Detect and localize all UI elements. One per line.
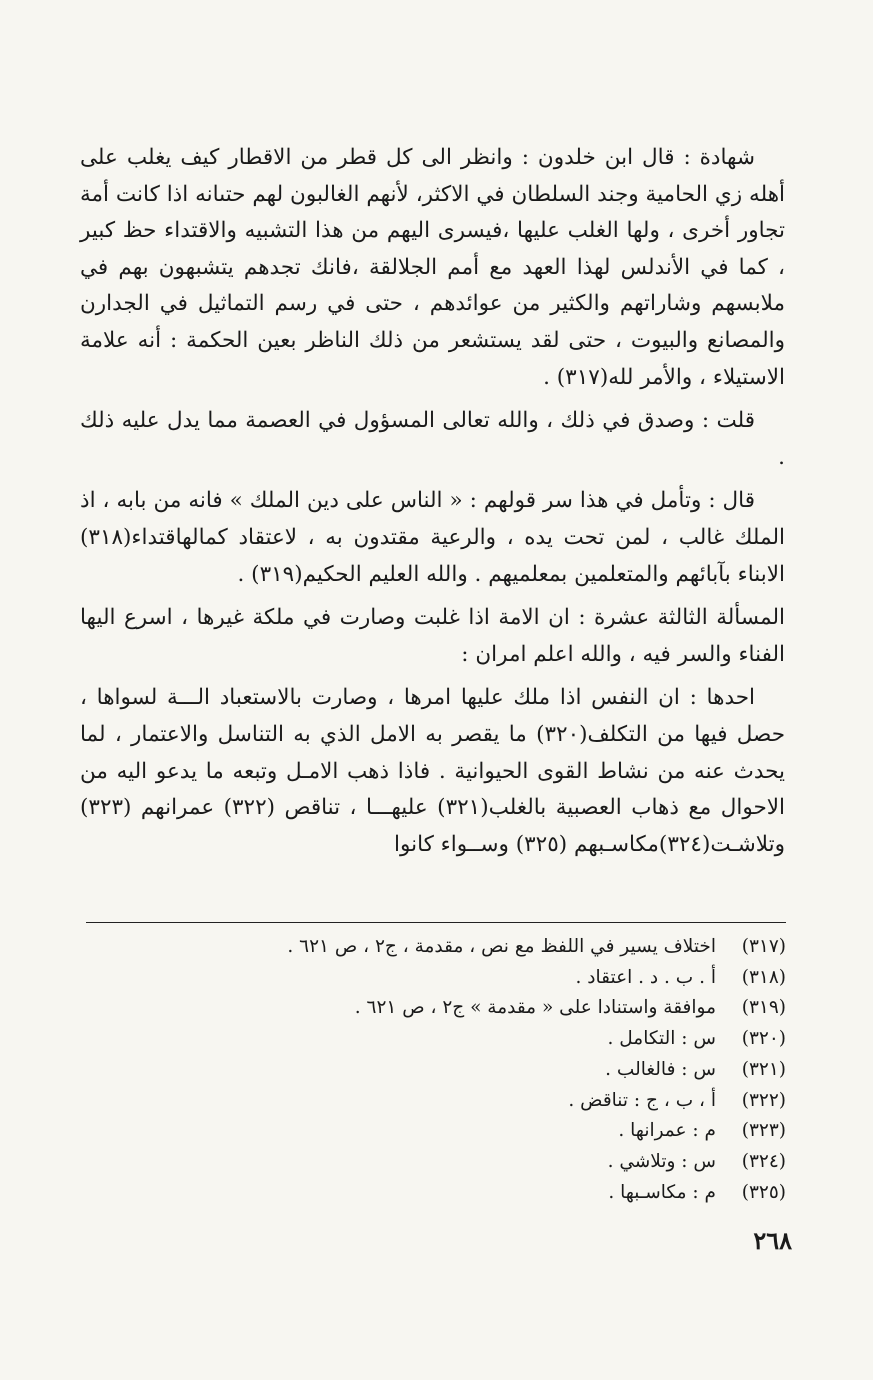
footnote-number: (٣٢٥): [741, 1181, 786, 1203]
footnote-number: (٣٢٤): [741, 1150, 786, 1172]
footnote-item: [86, 1178, 786, 1209]
footnote-text: س : التكامل .: [607, 1028, 716, 1050]
footnote-text: س : وتلاشي .: [607, 1150, 716, 1172]
footnote-item: [86, 993, 786, 1024]
footnote-text: م : مكاسـبها .: [608, 1181, 716, 1203]
footnote-text: م : عمرانها .: [618, 1120, 716, 1142]
footnote-text: أ ، ب ، ج : تناقض .: [568, 1089, 716, 1111]
footnote-item: [86, 1024, 786, 1055]
footnote-item: [86, 1086, 786, 1117]
footnotes: [86, 932, 786, 1208]
footnote-number: (٣١٩): [741, 997, 786, 1019]
footnote-number: (٣٢٢): [741, 1089, 786, 1111]
footnote-text: موافقة واستنادا على « مقدمة » ج٢ ، ص ٦٢١ .: [354, 997, 716, 1019]
footnote-item: [86, 963, 786, 994]
paragraph-thirteenth-issue: المسألة الثالثة عشرة : ان الامة اذا غلبت وصارت في ملكة غيرها ، اسرع اليها الفناء والسر فيه ، والله اعلم امران :: [80, 605, 785, 667]
footnote-text: اختلاف يسير في اللفظ مع نص ، مقدمة ، ج٢ ، ص ٦٢١ .: [287, 936, 716, 957]
footnote-divider: [86, 922, 786, 923]
main-text: [80, 140, 785, 870]
footnote-number: (٣٢٣): [741, 1120, 786, 1142]
footnote-item: [86, 1147, 786, 1178]
footnote-number: (٣١٧): [741, 936, 786, 957]
footnote-item: [86, 1116, 786, 1147]
page-number: ٢٦٨: [753, 1226, 792, 1255]
footnote-text: أ . ب . د . اعتقاد .: [575, 966, 716, 988]
paragraph-religion-of-king: قال : وتأمل في هذا سر قولهم : « الناس على دين الملك » فانه من بابه ، اذ الملك غالب ، لمن تحت يده ، والرعية مقتدون به ، لاعتقاد كمالهاقتداء(٣١٨) الابناء بآبائهم والمتعلمين بمعلميهم . والله العليم الحكيم(٣١٩) .: [80, 488, 785, 587]
paragraph-comment: قلت : وصدق في ذلك ، والله تعالى المسؤول في العصمة مما يدل عليه ذلك .: [80, 408, 785, 470]
footnote-number: (٣٢١): [741, 1058, 786, 1080]
footnote-number: (٣٢٠): [741, 1028, 786, 1050]
footnote-item: [86, 1055, 786, 1086]
footnote-number: (٣١٨): [741, 966, 786, 988]
paragraph-first-reason: احدها : ان النفس اذا ملك عليها امرها ، وصارت بالاستعباد الـــة لسواها ، حصل فيها من التكلف(٣٢٠) ما يقصر به الامل الذي به التناسل والاعتمار ، لما يحدث عنه من نشاط القوى الحيوانية . فاذا ذهب الامـل وتبعه ما يدعو اليه من الاحوال مع ذهاب العصبية بالغلب(٣٢١) عليهـــا ، تناقص (٣٢٢) عمرانهم (٣٢٣) وتلاشـت(٣٢٤)مكاسـبهم (٣٢٥) وســواء كانوا: [80, 685, 785, 857]
paragraph-testimony: شهادة : قال ابن خلدون : وانظر الى كل قطر من الاقطار كيف يغلب على أهله زي الحامية وجند السلطان في الاكثر، لأنهم الغالبون لهم حتىانه اذا كانت أمة تجاور أخرى ، ولها الغلب عليها ،فيسرى اليهم من هذا التشبيه والاقتداء حظ كبير ، كما في الأندلس لهذا العهد مع أمم الجلالقة ،فانك تجدهم يتشبهون بهم في ملابسهم وشاراتهم والكثير من عوائدهم ، حتى في رسم التماثيل في الجدارن والمصانع والبيوت ، حتى لقد يستشعر من ذلك الناظر بعين الحكمة : أنه علامة الاستيلاء ، والأمر لله(٣١٧) .: [80, 145, 785, 390]
footnote-item: [86, 932, 786, 963]
footnote-text: س : فالغالب .: [605, 1058, 716, 1080]
